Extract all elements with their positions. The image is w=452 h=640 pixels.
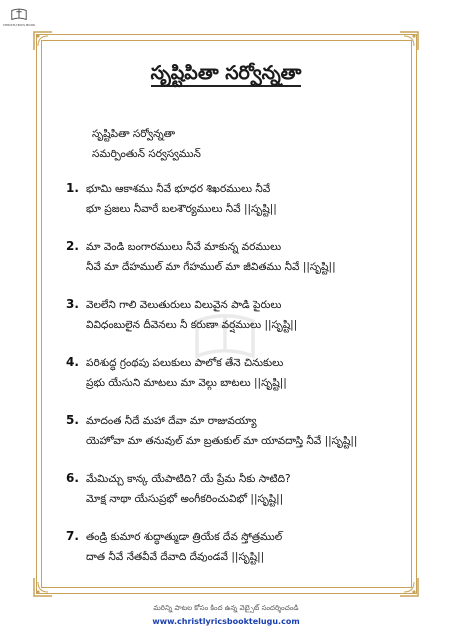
verse-number: 5. <box>66 413 79 427</box>
verse-number: 3. <box>66 297 79 311</box>
intro-line: సమర్పింతున్ సర్వస్వమున్ <box>92 148 201 160</box>
verse-line: దాత నీవే నేతవీవే దేవాది దేవుండవే ||సృష్టి|| <box>86 551 265 563</box>
corner-ornament-icon <box>398 30 420 52</box>
verse-line: తండ్రి కుమార శుద్ధాత్ముడా త్రియేక దేవ స్తోత్రముల్ <box>86 531 283 543</box>
verse-5 <box>66 410 357 451</box>
verse-line: వెలలేని గాలి వెలుతురులు విలువైన పాడి పైరులు <box>86 299 282 311</box>
verse-line: యెహోవా మా తనువుల్ మా బ్రతుకుల్ మా యావదాస్తి నీవే ||సృష్టి|| <box>86 435 358 447</box>
verse-number: 1. <box>66 181 79 195</box>
logo-text: CHRISTLYRICS BOOK <box>2 23 36 27</box>
verse-number: 7. <box>66 529 79 543</box>
verse-3 <box>66 294 297 335</box>
verse-7 <box>66 526 282 567</box>
verse-line: వివిధంబులైన దీవెనలు నీ కరుణా వర్షములు ||సృష్టి|| <box>86 319 298 331</box>
verse-4 <box>66 352 287 393</box>
verse-1 <box>66 178 277 219</box>
corner-ornament-icon <box>32 576 54 598</box>
verse-line: నీవే మా దేహముల్ మా గేహముల్ మా జీవితము నీవే ||సృష్టి|| <box>86 261 336 273</box>
corner-ornament-icon <box>398 576 420 598</box>
verse-line: భూ ప్రజలు నీవారే బలశౌర్యములు నీవే ||సృష్టి|| <box>86 203 277 215</box>
website-link[interactable]: www.christlyricsbooktelugu.com <box>152 617 300 626</box>
verse-6 <box>66 468 291 509</box>
verse-line: మోక్ష నాథా యేసుప్రభో అంగీకరించువిభో ||సృష్టి|| <box>86 493 284 505</box>
verse-number: 4. <box>66 355 79 369</box>
intro-line: సృష్టిపితా సర్వోన్నతా <box>92 128 176 140</box>
song-intro <box>92 124 201 164</box>
verse-2 <box>66 236 336 277</box>
verse-number: 6. <box>66 471 79 485</box>
verse-line: భూమి ఆకాశము నీవే భూధర శిఖరములు నీవే <box>86 183 271 195</box>
verse-line: పరిశుద్ధ గ్రంథపు పలుకులు పాలోక తేనె చినుకులు <box>86 357 284 369</box>
site-logo <box>2 6 36 32</box>
verse-line: మేమిచ్చు కాన్క యేపాటిది? యే ప్రేమ నీకు సాటిది? <box>86 473 291 485</box>
cross-book-icon <box>10 6 28 22</box>
verse-line: మాదంత నీదే మహా దేవా మా రాజువయ్యా <box>86 415 257 427</box>
song-title: సృష్టిపితా సర్వోన్నతా <box>0 62 452 89</box>
verse-number: 2. <box>66 239 79 253</box>
verse-line: ప్రభు యేసుని మాటలు మా వెల్గు బాటలు ||సృష్టి|| <box>86 377 287 389</box>
footer-note: మరిన్ని పాటల కోసం కింద ఉన్న వెబ్సైట్ సందర్శించండి <box>153 604 299 612</box>
corner-ornament-icon <box>32 30 54 52</box>
verse-line: మా వెండి బంగారములు నీవే మాకున్న వరములు <box>86 241 282 253</box>
